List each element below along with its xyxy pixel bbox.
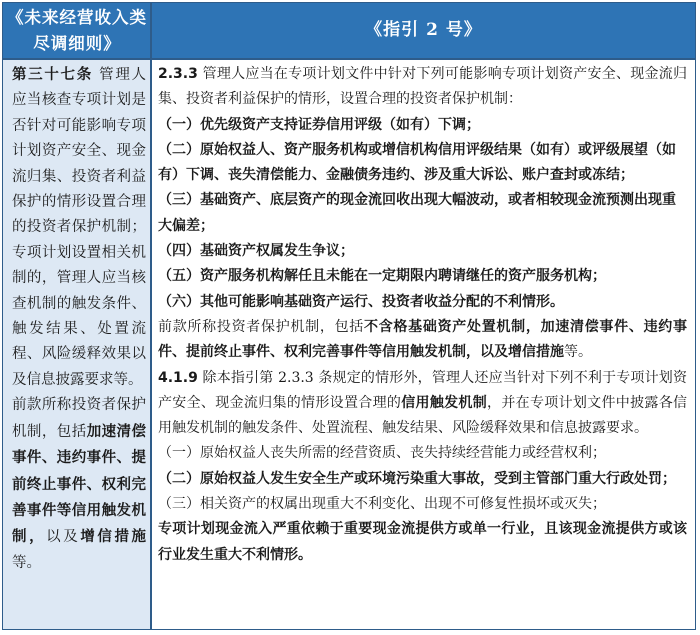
section-text-a: 除本指引第 2.3.3 条规定的情形外，管理人还应当针对下列不利于专项计划资产安全、现金流归集的情形设置合理的	[158, 369, 687, 411]
list-item: （五）资产服务机构解任且未能在一定期限内聘请继任的资产服务机构；	[158, 268, 606, 285]
comparison-table	[2, 2, 696, 630]
left-para2-bold: 加速清偿事件、违约事件、提前终止事件、权利完善事件等信用触发机制，	[12, 422, 146, 546]
left-para2-bold2: 增信措施	[80, 528, 147, 546]
section-4-1-9	[158, 366, 687, 442]
right-para-2	[158, 315, 687, 366]
article-37	[12, 62, 146, 393]
section-text-b: ，并在专项计划文件中披露各信用触发机制的触发条件、处置流程、触发结果、风险缓释效果和信息披露要求。	[158, 394, 688, 437]
right-para2-plain: 前款所称投资者保护机制，包括	[158, 318, 364, 335]
right-column-title: 《指引 2 号》	[365, 20, 482, 40]
list-item: （三）相关资产的权属出现重大不利变化、出现不可修复性损坏或灭失；	[158, 496, 606, 513]
closing-clause: 专项计划现金流入严重依赖于重要现金流提供方或单一行业，且该现金流提供方或该行业发生重大不利情形。	[158, 521, 687, 563]
list-item: （一）原始权益人丧失所需的经营资质、丧失持续经营能力或经营权利；	[158, 445, 606, 462]
right-column-body	[152, 60, 695, 629]
article-label: 第三十七条	[12, 66, 93, 83]
article-text: 管理人应当核查专项计划是否针对可能影响专项计划资产安全、现金流归集、投资者利益保护的情形设置合理的投资者保护机制；专项计划设置相关机制的，管理人应当核查机制的触发条件、触发结果、处置流程、风险缓释效果以及信息披露要求等。	[12, 67, 147, 388]
list-item: （四）基础资产权属发生争议；	[158, 243, 354, 260]
section-text-bold: 信用触发机制	[401, 394, 488, 411]
left-title-line1: 《未来经营收入类	[7, 8, 147, 27]
left-column-title	[3, 3, 151, 60]
table-header	[3, 3, 695, 58]
section-2-3-3	[158, 62, 687, 113]
left-para2-tail: 以及	[46, 529, 81, 546]
left-para2-end: 等。	[12, 554, 41, 571]
section-text: 管理人应当在专项计划文件中针对下列可能影响专项计划资产安全、现金流归集、投资者利益保护的情形，设置合理的投资者保护机制：	[158, 66, 688, 108]
right-para2-bold: 不含格基础资产处置机制，加速清偿事件、违约事件、提前终止事件、权利完善事件等信用触发机制，以及增信措施	[158, 318, 687, 361]
left-column-body	[3, 60, 150, 629]
section-number: 2.3.3	[158, 66, 198, 82]
list-item: （三）基础资产、底层资产的现金流回收出现大幅波动，或者相较现金流预测出现重大偏差；	[158, 192, 676, 234]
right-para2-end: 等。	[564, 344, 592, 361]
list-item: （六）其他可能影响基础资产运行、投资者收益分配的不利情形。	[158, 293, 564, 310]
left-para2-plain: 前款所称投资者保护机制，包括	[12, 397, 146, 440]
section-number: 4.1.9	[158, 369, 198, 386]
list-item: （二）原始权益人发生安全生产或环境污染重大事故，受到主管部门重大行政处罚；	[158, 470, 676, 487]
left-title-line2: 尽调细则》	[33, 34, 121, 53]
left-para-2	[12, 393, 146, 576]
list-item: （一）优先级资产支持证券信用评级（如有）下调；	[158, 116, 480, 133]
list-item: （二）原始权益人、资产服务机构或增信机构信用评级结果（如有）或评级展望（如有）下调、丧失清偿能力、金融债务违约、涉及重大诉讼、账户查封或冻结；	[158, 141, 676, 184]
